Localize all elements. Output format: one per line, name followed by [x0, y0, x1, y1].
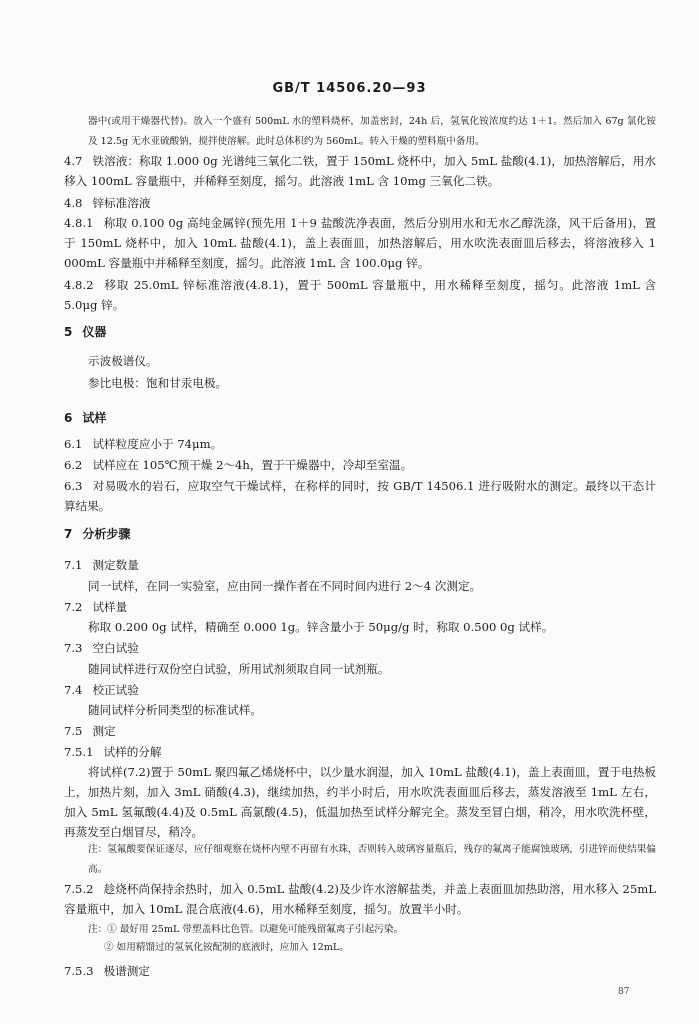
clause-4-8-2 — [64, 275, 656, 315]
section-title: 仪器 — [82, 325, 107, 339]
note-2b: ② 如用精馏过的氢氧化铵配制的底液时，应加入 12mL。 — [104, 942, 349, 953]
clause-number: 7.3 — [64, 641, 83, 655]
clause-7-1-heading — [64, 555, 656, 575]
clause-number: 6.3 — [64, 479, 83, 493]
clause-title: 测定数量 — [92, 558, 139, 572]
clause-text: 移取 25.0mL 锌标准溶液(4.8.1)，置于 500mL 容量瓶中，用水稀释至刻度，摇匀。此溶液 1mL 含 5.0μg 锌。 — [64, 278, 656, 312]
clause-7-4-heading — [64, 680, 656, 700]
clause-text: 称取 0.100 0g 高纯金属锌(预先用 1＋9 盐酸洗净表面，然后分别用水和无水乙醇洗涤，风干后备用)，置于 150mL 烧杯中，加入 10mL 盐酸(4.1)，盖上表面皿，加热溶解后，用水吹洗表面皿后移去，将溶液移入 1 000mL 容量瓶中并稀释至刻度，摇匀。此溶液 1mL 含 100.0μg 锌。 — [64, 216, 656, 270]
section-number: 5 — [64, 325, 73, 339]
clause-number: 7.5.3 — [64, 964, 94, 978]
clause-7-5-3-heading — [64, 961, 656, 981]
clause-number: 6.2 — [64, 458, 83, 472]
clause-number: 7.5.2 — [64, 882, 94, 896]
clause-7-5-1-heading — [64, 742, 656, 762]
note-2a: 注：① 最好用 25mL 带塑盖料比色管。以避免可能残留氟离子引起污染。 — [88, 924, 404, 935]
clause-title: 试样量 — [92, 600, 128, 614]
clause-6-2 — [64, 455, 656, 475]
clause-title: 极谱测定 — [103, 964, 150, 978]
clause-number: 4.8.2 — [64, 278, 94, 292]
section-7-heading — [64, 525, 656, 542]
note-1: 注：氢氟酸要保证逐尽，应仔细观察在烧杯内壁不再留有水珠，否则转入玻璃容量瓶后，残存的氟离子能腐蚀玻璃，引进锌而使结果偏高。 — [88, 844, 656, 875]
clause-7-3-heading — [64, 638, 656, 658]
clause-6-1 — [64, 434, 656, 454]
clause-number: 4.8.1 — [64, 216, 94, 230]
clause-text: 试样应在 105℃预干燥 2～4h，置于干燥器中，冷却至室温。 — [92, 458, 413, 472]
section-number: 6 — [64, 411, 73, 425]
clause-4-8 — [64, 193, 656, 213]
clause-number: 7.4 — [64, 683, 83, 697]
continued-note: 器中(或用干燥器代替)。放入一个盛有 500mL 水的塑料烧杯，加盖密封，24h 后，氢氧化铵浓度约达 1＋1。然后加入 67g 氯化铵及 12.5g 无水亚硫酸钠，搅拌使溶解。此时总体积约为 560mL。转入干燥的塑料瓶中备用。 — [88, 116, 656, 147]
clause-text: 对易吸水的岩石，应取空气干燥试样，在称样的同时，按 GB/T 14506.1 进行吸附水的测定。最终以干态计算结果。 — [64, 479, 656, 513]
clause-7-4-text: 随同试样分析同类型的标准试样。 — [88, 703, 262, 717]
clause-number: 7.5 — [64, 724, 83, 738]
clause-4-8-1 — [64, 213, 656, 273]
clause-7-5-heading — [64, 721, 656, 741]
clause-title: 空白试验 — [92, 641, 139, 655]
section-title: 分析步骤 — [82, 527, 131, 541]
page-number: 87 — [618, 987, 630, 997]
clause-number: 6.1 — [64, 437, 83, 451]
clause-number: 7.1 — [64, 558, 83, 572]
clause-7-5-2 — [64, 879, 656, 919]
instrument-line-2: 参比电极：饱和甘汞电极。 — [88, 376, 228, 390]
section-number: 7 — [64, 527, 73, 541]
clause-4-7 — [64, 151, 656, 191]
clause-number: 7.2 — [64, 600, 83, 614]
clause-number: 4.7 — [64, 154, 83, 168]
section-6-heading — [64, 409, 656, 426]
clause-number: 7.5.1 — [64, 745, 94, 759]
clause-7-5-1-text: 将试样(7.2)置于 50mL 聚四氟乙烯烧杯中，以少量水润湿，加入 10mL 盐酸(4.1)，盖上表面皿，置于电热板上，加热片刻，加入 3mL 硝酸(4.3)，继续加热，约半小时后，用水吹洗表面皿后移去，蒸发溶液至 1mL 左右，加入 5mL 氢氟酸(4.4)及 0.5mL 高氯酸(4.5)，低温加热至试样分解完全。蒸发至冒白烟，稍冷，用水吹洗杯壁，再蒸发至白烟冒尽，稍冷。 — [64, 765, 656, 839]
standard-number-header: GB/T 14506.20—93 — [272, 81, 427, 96]
clause-7-3-text: 随同试样进行双份空白试验，所用试剂须取自同一试剂瓶。 — [88, 662, 390, 676]
clause-title: 测定 — [92, 724, 116, 738]
clause-number: 4.8 — [64, 196, 83, 210]
clause-7-2-heading — [64, 597, 656, 617]
clause-title: 锌标准溶液 — [92, 196, 151, 210]
clause-text: 试样粒度应小于 74μm。 — [92, 437, 223, 451]
clause-6-3 — [64, 476, 656, 516]
section-title: 试样 — [82, 411, 107, 425]
clause-7-1-text: 同一试样，在同一实验室，应由同一操作者在不同时间内进行 2～4 次测定。 — [88, 579, 482, 593]
clause-text: 趁烧杯尚保持余热时，加入 0.5mL 盐酸(4.2)及少许水溶解盐类，并盖上表面皿加热助溶，用水移入 25mL 容量瓶中，加入 10mL 混合底液(4.6)，用水稀释至刻度，摇匀。放置半小时。 — [64, 882, 656, 916]
instrument-line-1: 示波极谱仪。 — [88, 354, 158, 368]
section-5-heading — [64, 323, 656, 340]
clause-title: 试样的分解 — [103, 745, 162, 759]
clause-title: 校正试验 — [92, 683, 139, 697]
clause-7-2-text: 称取 0.200 0g 试样，精确至 0.000 1g。锌含量小于 50μg/g 时，称取 0.500 0g 试样。 — [88, 620, 554, 634]
clause-text: 铁溶液：称取 1.000 0g 光谱纯三氧化二铁，置于 150mL 烧杯中，加入 5mL 盐酸(4.1)，加热溶解后，用水移入 100mL 容量瓶中，并稀释至刻度，摇匀。此溶液 1mL 含 10mg 三氧化二铁。 — [64, 154, 656, 188]
